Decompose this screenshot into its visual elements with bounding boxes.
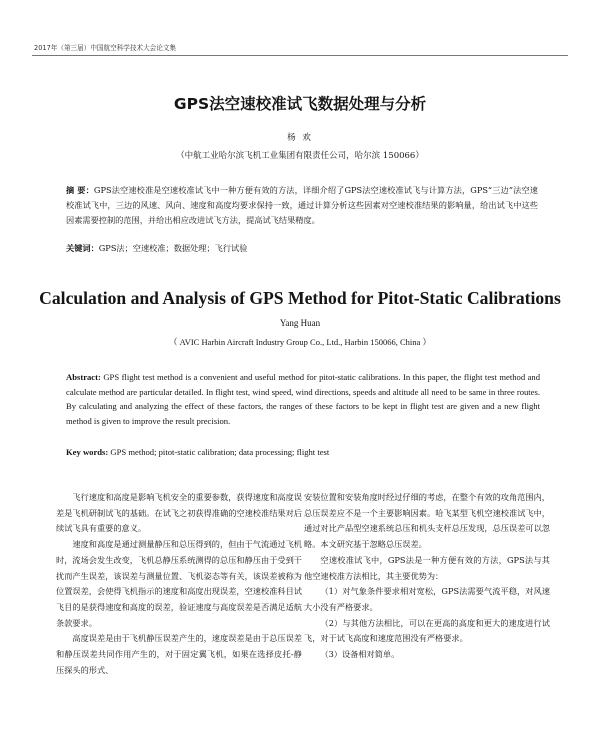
abstract-en-label: Abstract: [66, 372, 101, 382]
author-cn: 杨 欢 [287, 133, 313, 143]
running-header: 2017年（第三届）中国航空科学技术大会论文集 [34, 44, 177, 52]
list-item: （2）与其他方法相比，可以在更高的高度和更大的速度进行试飞，对于试飞高度和速度范围没有严格要求。 [304, 617, 550, 644]
body-paragraph: 飞行速度和高度是影响飞机安全的重要参数，获得速度和高度误差是飞机研制试飞的基础。在试飞之初获得准确的空速校准结果对后续试飞具有重要的意义。 [56, 492, 302, 534]
abstract-en-text: GPS flight test method is a convenient and useful method for pitot-static calibrations. In this paper, the flight test method and calculate method are particular detailed. In flight test, wind speed, wind directions, speeds and altitude all need to be same in three routes. By calculating and analyzing the effect of these factors, the ranges of these factors to be kept in flight test are given and a new flight method is given to improve the result precision. [66, 372, 540, 427]
list-item: （3）设备相对简单。 [320, 649, 400, 660]
keywords-en-text: GPS method; pitot-static calibration; data processing; flight test [110, 447, 330, 457]
paper-title-cn: GPS法空速校准试飞数据处理与分析 [173, 95, 427, 113]
body-paragraph: 速度和高度是通过测量静压和总压得到的，但由于气流通过飞机时，流场会发生改变，飞机总静压系统测得的总压和静压由于受到干扰而产生误差，该误差与测量位置、飞机姿态等有关，该误差被称为位置误差，会使得飞机指示的速度和高度出现误差，空速校准科目试飞目的是获得速度和高度的误差，验证速度与高度误差是否满足适航条款要求。 [56, 539, 302, 628]
abstract-cn-text: GPS法空速校准是空速校准试飞中一种方便有效的方法，详细介绍了GPS法空速校准试飞与计算方法，GPS“三边”法空速校准试飞中，三边的风速、风向、速度和高度均要求保持一致，通过计算分析这些因素对空速校准结果的影响量，给出试飞中这些因素需要控制的范围，并给出相应改进试飞方法，提高试飞结果精度。 [66, 185, 538, 225]
keywords-cn-text: GPS法；空速校准；数据处理；飞行试验 [98, 243, 248, 253]
affiliation-cn: （中航工业哈尔滨飞机工业集团有限责任公司，哈尔滨 150066） [176, 151, 424, 161]
abstract-cn-label: 摘 要： [66, 185, 94, 195]
keywords-cn [66, 243, 538, 254]
abstract-en [66, 370, 540, 429]
affiliation-en: （ AVIC Harbin Aircraft Industry Group Co., Ltd., Harbin 150066, China ） [169, 337, 431, 347]
paper-title-en: Calculation and Analysis of GPS Method for Pitot-Static Calibrations [39, 288, 561, 308]
keywords-cn-label: 关键词： [66, 243, 99, 253]
author-en: Yang Huan [279, 318, 321, 328]
header-rule [32, 55, 568, 56]
abstract-cn [66, 183, 538, 227]
list-item: （1）对气象条件要求相对宽松，GPS法需要气流平稳，对风速大小没有严格要求。 [304, 586, 550, 612]
keywords-en [66, 447, 540, 457]
keywords-en-label: Key words: [66, 447, 109, 457]
body-right-column [304, 490, 550, 663]
body-paragraph: 高度误差是由于飞机静压误差产生的，速度误差是由于总压误差和静压误差共同作用产生的，对于固定翼飞机，如果在选择皮托-静压探头的形式、 [56, 633, 302, 675]
body-left-column [56, 490, 302, 678]
body-paragraph: 安装位置和安装角度时经过仔细的考虑，在整个有效的攻角范围内，总压误差应不是一个主要影响因素。哈飞某型飞机空速校准试飞中，通过对比产品型空速系统总压和机头支杆总压发现，总压误差可以忽略。本文研究基于忽略总压误差。 [304, 492, 550, 550]
body-paragraph: 空速校准试飞中，GPS法是一种方便有效的方法，GPS法与其他空速校准方法相比，其主要优势为： [304, 554, 550, 581]
